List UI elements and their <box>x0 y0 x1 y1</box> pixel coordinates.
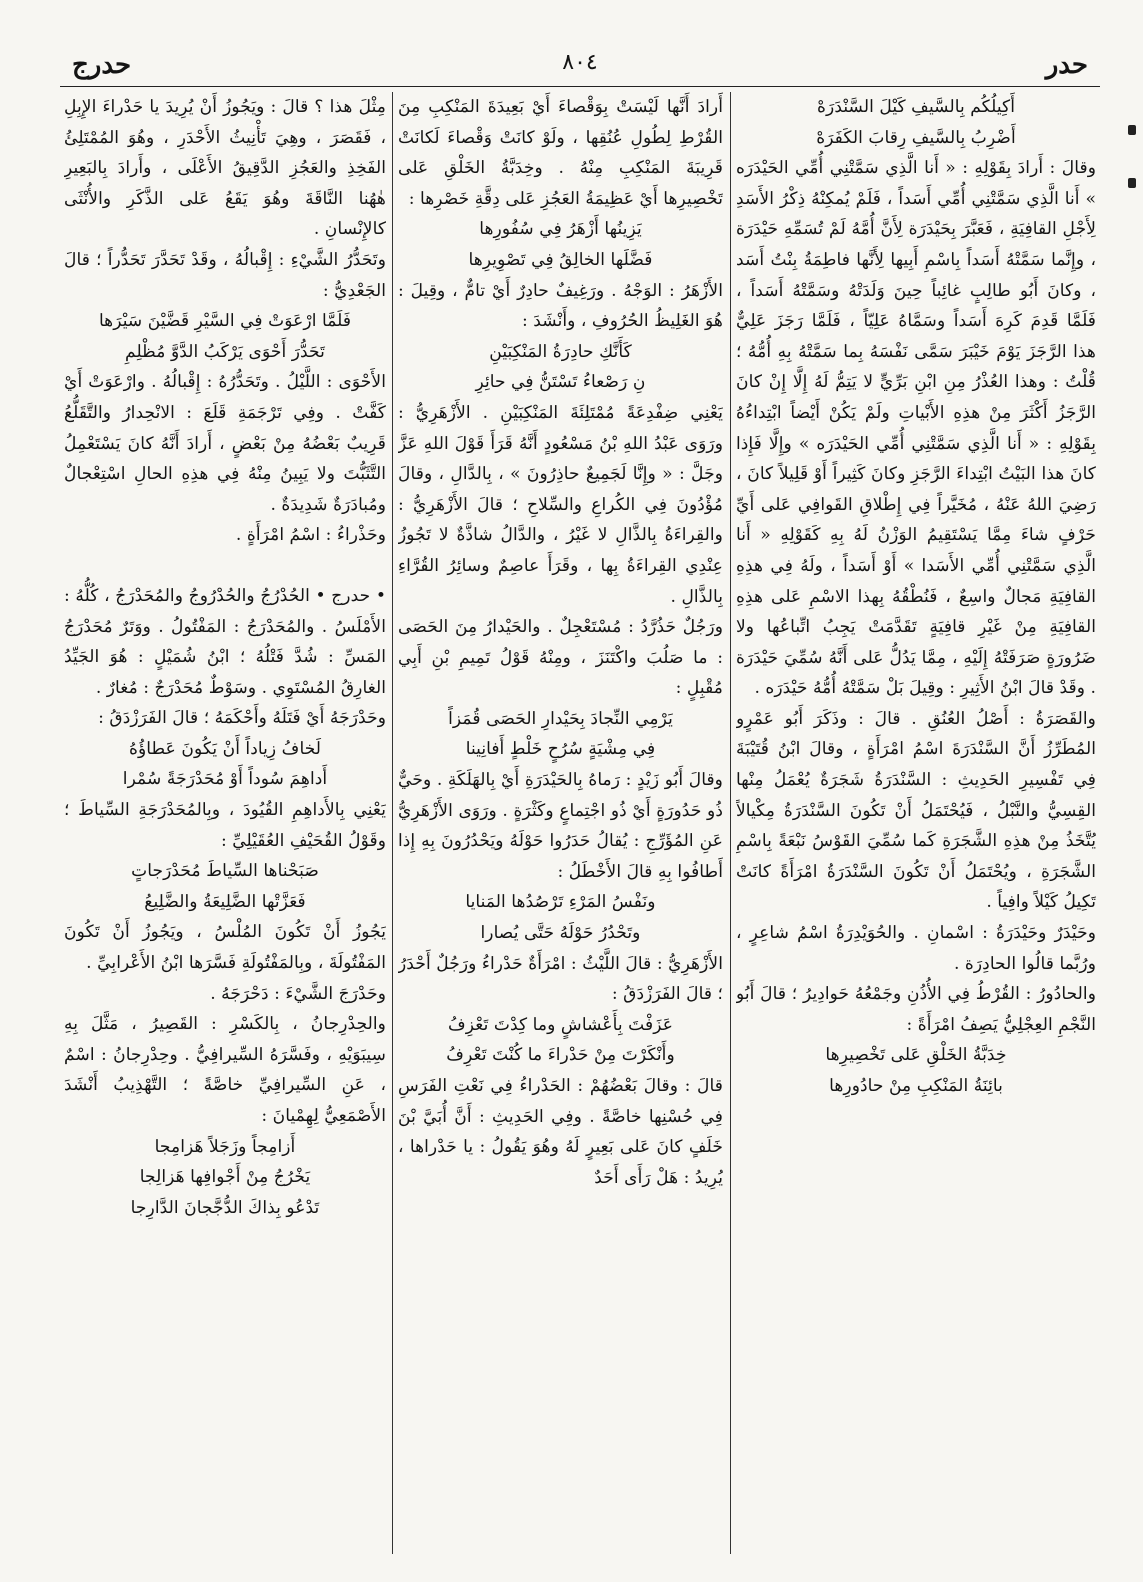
paragraph: وتَحَدُّرُ الشَّيْءِ : إِقْبالُهُ ، وقَدْ تَحَدَّرَ تَحَدُّراً ؛ قالَ الجَعْدِيُّ : <box>64 249 386 301</box>
header-rule <box>60 86 1100 87</box>
verse-line: فَضَّلَها الخالِقُ فِي تَصْوِيرِها <box>468 249 653 270</box>
paragraph: يَعْنِي بِالأَداهِمِ القُيُودَ ، وبِالمُحَدْرَجَةِ السِّياطَ ؛ وقَوْلُ القُحَيْفِ العُقَيْلِيِّ : <box>64 800 386 851</box>
paragraph: وحَيْدَرٌ وحَيْدَرَةُ : اسْمانِ . والحُوَيْدِرَةُ اسْمُ شاعِرٍ ، ورُبَّما قالُوا الحادِرَة . <box>736 923 1096 974</box>
paragraph: الأَحْوَى : اللَّيْلُ . وتَحَدُّرُهُ : إِقْبالُهُ . وارْعَوَتْ أَيْ كَفَّتْ . وفِي تَرْجَمَةِ قَلَعَ : الانْحِدارُ والتَّقَلُّعُ قَرِيبٌ بَعْضُهُ مِنْ بَعْضٍ ، أَرادَ أَنَّهُ كانَ يَسْتَعْمِلُ التَّثَبُّتَ ولا يَبِينُ مِنْهُ فِي هذِهِ الحالِ اسْتِعْجالٌ ومُبادَرَةٌ شَدِيدَةٌ . <box>64 372 386 515</box>
verse-line: لَخافُ زِياداً أَنْ يَكُونَ عَطاؤُهُ <box>128 738 322 759</box>
verse-line: خِدَبَّةُ الخَلْقِ عَلى تَخْصِيرِها <box>825 1045 1007 1066</box>
paragraph: أَرادَ أَنَّها لَيْسَتْ بِوَقْصاءَ أَيْ بَعِيدَةَ المَنْكِبِ مِنَ القُرْطِ لِطُولِ عُنُقِها ، ولَوْ كانَتْ وَقْصاءَ لَكانَتْ قَرِيبَةَ المَنْكِبِ مِنْهُ . وخِدَبَّةُ الخَلْقِ عَلى تَخْصِيرِها أَيْ عَظِيمَةُ العَجُزِ عَلى دِقَّةِ خَصْرِها : <box>398 97 723 209</box>
paragraph: والحِدْرِجانُ ، بِالكَسْرِ : القَصِيرُ ، مَثَّلَ بِهِ سِيبَوَيْهِ ، وفَسَّرَهُ السِّيرافِيُّ . وحِدْرِجانُ : اسْمٌ ، عَنِ السِّيرافِيِّ خاصَّةً ؛ التَّهْذِيبُ أَنْشَدَ الأَصْمَعِيُّ لِهِمْيانَ : <box>64 1014 386 1126</box>
verse-line: أَضْرِبُ بِالسَّيفِ رِقابَ الكَفَرَهْ <box>816 127 1016 148</box>
verse-line: أَداهِمَ سُوداً أَوْ مُحَدْرَجَةً سُمْرا <box>122 769 328 790</box>
column-right <box>736 92 1096 1552</box>
verse-line: كَأَنَّكِ حادِرَةُ المَنْكِبَيْنِ <box>489 341 632 362</box>
verse-line: تَدْعُو بِذاكَ الدُّجَّجانَ الدَّارِجا <box>130 1197 320 1218</box>
verse-line: فَلَمَّا ارْعَوَتْ فِي السَّيْرِ قَضَّيْنَ سَيْرَها <box>98 311 352 332</box>
verse-line: صَبَحْناها السِّياطَ مُحَدْرَجاتٍ <box>131 861 319 882</box>
verse-line: يَزِينُها أَزْهَرُ فِي سُفُورِها <box>479 219 642 240</box>
column-divider <box>730 92 731 1554</box>
verse-line: نِ رَصْعاءُ تَسْتَنُّ فِي حائِرِ <box>475 372 646 393</box>
entry-gap <box>64 551 386 581</box>
column-left <box>64 92 386 1552</box>
page-header <box>60 48 1100 88</box>
page-number: ٨٠٤ <box>562 50 598 75</box>
paragraph: وقالَ : أَرادَ بِقَوْلِهِ : « أَنا الَّذِي سَمَّتْنِي أُمِّي الحَيْدَرَه » أَنا الَّذِي سَمَّتْنِي أُمِّي أَسَداً ، فَلَمْ يُمكِنْهُ ذِكْرُ الأَسَدِ لِأَجْلِ القافِيَةِ ، فَعَبَّرَ بِحَيْدَرَة لِأَنَّ أُمَّهُ لَمْ تُسَمِّهِ حَيْدَرَة ، وإِنَّما سَمَّتْهُ أَسَداً بِاسْمِ أَبِيها لِأَنَّها فاطِمَةُ بِنْتُ أَسَد ، وكانَ أَبُو طالِبٍ غائِباً حِينَ وَلَدَتْهُ وسَمَّتْهُ أَسَداً ، فَلَمَّا قَدِمَ كَرِهَ أَسَداً وسَمَّاهُ عَلِيّاً ، فَلَمَّا رَجَزَ عَلِيٌّ هذا الرَّجَزَ يَوْمَ خَيْبَرَ سَمَّى نَفْسَهُ بِما سَمَّتْهُ بِهِ أُمُّهُ ؛ قُلْتُ : وهذا العُذْرُ مِنِ ابْنِ بَرِّيٍّ لا يَتِمُّ لَهُ إِلَّا إِنْ كانَ الرَّجَزُ أَكْثَرَ مِنْ هذِهِ الأَبْياتِ ولَمْ يَكُنْ أَيْضاً ابْتِداءُهُ بِقَوْلِهِ : « أَنا الَّذِي سَمَّتْنِي أُمِّي الحَيْدَرَه » وإِلَّا فَإِذا كانَ هذا البَيْتُ ابْتِداءَ الرَّجَزِ وكانَ كَثِيراً أَوْ قَلِيلاً كانَ ، رَضِيَ اللهُ عَنْهُ ، مُخَيَّراً فِي إِطْلاقِ القَوافِي عَلى أَيِّ حَرْفٍ شاءَ مِمَّا يَسْتَقِيمُ الوَزْنُ لَهُ بِهِ كَقَوْلِهِ « أَنا الَّذِي سَمَّتْنِي أُمِّي الأَسَدا » أَوْ أَسَداً ، ولَهُ فِي هذِهِ القافِيَةِ مَجالٌ واسِعٌ ، فَنُطْقُهُ بِهذا الاسْمِ عَلى هذِهِ القافِيَةِ مِنْ غَيْرِ قافِيَةٍ تَقَدَّمَتْ يَجِبُ اتِّباعُها ولا ضَرُورَةٍ صَرَفَتْهُ إِلَيْهِ ، مِمَّا يَدُلُّ عَلى أَنَّهُ سُمِّيَ حَيْدَرَة . وقَدْ قالَ ابْنُ الأَثِيرِ : وقِيلَ بَلْ سَمَّتْهُ أُمُّهُ حَيْدَرَه . <box>736 158 1096 699</box>
paragraph: والقَصَرَةُ : أَصْلُ العُنُقِ . قالَ : وذَكَرَ أَبُو عَمْرٍو المُطَرِّزُ أَنَّ السَّنْدَرَةَ اسْمُ امْرَأَةٍ ، وقالَ ابْنُ قُتَيْبَةَ فِي تَفْسِيرِ الحَدِيثِ : السَّنْدَرَةُ شَجَرَةٌ يُعْمَلُ مِنْها القِسِيُّ والنَّبْلُ ، فَيُحْتَمَلُ أَنْ تَكُونَ السَّنْدَرَةُ مِكْيالاً يُتَّخَذُ مِنْ هذِهِ الشَّجَرَةِ كَما سُمِّيَ القَوْسُ نَبْعَةً بِاسْمِ الشَّجَرَةِ ، ويُحْتَمَلُ أَنْ تَكُونَ السَّنْدَرَةُ امْرَأَةً كانَتْ تَكِيلُ كَيْلاً وافِياً . <box>736 708 1096 913</box>
running-head-right: حدر <box>1045 50 1088 80</box>
paragraph: والحادُورُ : القُرْطُ فِي الأُذُنِ وجَمْعُهُ حَوادِيرُ ؛ قالَ أَبُو النَّجْمِ العِجْلِيُّ يَصِفُ امْرَأَةً : <box>736 984 1096 1035</box>
paragraph: يَجُوزُ أَنْ تَكُونَ المُلْسُ ، ويَجُوزُ أَنْ تَكُونَ المَفْتُولَةَ ، وبِالمَفْتُولَةِ فَسَّرَها ابْنُ الأَعْرابِيِّ . <box>64 922 386 974</box>
scan-edge-mark <box>1128 178 1136 188</box>
paragraph: الأَزْهَرِيُّ : قالَ اللَّيْثُ : امْرَأَةٌ حَدْراءُ ورَجُلٌ أَحْدَرُ ؛ قالَ الفَرَزْدَقُ : <box>398 953 723 1005</box>
column-divider <box>392 92 393 1554</box>
verse-line: تَحَدُّرَ أَحْوَى يَرْكَبُ الدَّوَّ مُظْلِمِ <box>125 341 325 362</box>
verse-line: فَعَزَّتْها الضَّلِيعَةُ والضَّلِيعُ <box>144 891 306 912</box>
verse-line: يَخْرُجُ مِنْ أَجْوافِها هَزالِجا <box>139 1167 311 1188</box>
paragraph: يَعْنِي ضِفْدِعَةً مُمْتَلِئَةَ المَنْكِبَيْنِ . الأَزْهَرِيُّ : ورَوَى عَبْدُ اللهِ بْنُ مَسْعُودٍ أَنَّهُ قَرَأَ قَوْلَ اللهِ عَزَّ وجَلَّ : « وإِنَّا لَجَمِيعٌ حاذِرُونَ » ، بِالدَّالِ ، وقالَ مُؤْدُونَ فِي الكُراعِ والسِّلاحِ ؛ قالَ الأَزْهَرِيُّ : والقِراءَةُ بِالذَّالِ لا غَيْرُ ، والدَّالُ شاذَّةٌ لا تَجُوزُ عِنْدِي القِراءَةُ بِها ، وقَرَأَ عاصِمٌ وسائِرُ القُرَّاءِ بِالذَّالِ . <box>398 402 723 607</box>
paragraph: ورَجُلٌ حَذُرَّدُ : مُسْتَعْجِلٌ . والحَيْدارُ مِنَ الحَصَى : ما صَلُبَ واكْتَنَزَ ، ومِنْهُ قَوْلُ تَمِيمِ بْنِ أَبِي مُقْبِلٍ : <box>398 617 723 699</box>
verse-line: أَكِيلُكُم بِالسَّيفِ كَيْلَ السَّنْدَرَهْ <box>817 97 1015 117</box>
verse-line: وأَنْكَرْتَ مِنْ حَدْراءَ ما كُنْتَ تَعْرِفُ <box>446 1045 675 1066</box>
paragraph: الأَزْهَرُ : الوَجْهُ . ورَغِيفٌ حادِرٌ أَيْ تامٌّ ، وقِيلَ : هُوَ الغَلِيظُ الحُرُوفِ ، وأَنْشَدَ : <box>398 280 723 332</box>
verse-line: عَزَفْتَ بِأَعْشاشٍ وما كِدْتَ تَعْزِفُ <box>447 1014 673 1035</box>
entry-headword-paragraph: • حدرج • الحُدْرُجُ والحُدْرُوجُ والمُحَدْرَجُ ، كُلُّهُ : الأَمْلَسُ . والمُحَدْرَجُ : المَفْتُولُ . ووَتَرٌ مُحَدْرَجُ المَسِّ : شُدَّ فَتْلُهُ ؛ ابْنُ شُمَيْلٍ : هُوَ الجَيِّدُ الغارِقُ المُسْتَوِي . وسَوْطٌ مُحَدْرَجٌ : مُغارٌ . <box>64 585 386 698</box>
paragraph: وحَذْراءُ : اسْمُ امْرَأَةٍ . <box>235 525 386 546</box>
verse-line: أَزامِجاً وزَجَلاً هَزامِجا <box>154 1136 296 1157</box>
verse-line: فِي مِشْيَةٍ سُرُحٍ خَلْطٍ أَفانِينا <box>465 739 656 760</box>
column-middle <box>398 92 723 1552</box>
paragraph: وحَدْرَجَ الشَّيْءَ : دَحْرَجَهُ . <box>210 983 386 1004</box>
paragraph: مِثْلَ هذا ؟ قالَ : ويَجُوزُ أَنْ يُرِيدَ يا حَدْراءَ الإِبِلِ ، فَقَصَرَ ، وهِيَ تَأْنِيثُ الأَحْدَرِ ، وهُوَ المُمْتَلِئُ الفَخِذِ والعَجُزِ الدَّقِيقُ الأَعْلَى ، وأَرادَ بِالبَعِيرِ هٰهُنا النَّاقَةَ وهُوَ يَقَعُ عَلى الذَّكَرِ والأُنْثَى كالإِنْسانِ . <box>64 97 386 240</box>
paragraph: وقالَ أَبُو زَيْدٍ : رَماهُ بِالحَيْدَرَةِ أَيْ بِالهَلَكَةِ . وحَيٌّ ذُو حَدُورَةٍ أَيْ ذُو اجْتِماعٍ وكَثْرَةٍ . ورَوَى الأَزْهَرِيُّ عَنِ المُؤَرِّجِ : يُقالُ حَدَرُوا حَوْلَهُ ويَحْدُرُونَ بِهِ إِذا أَطافُوا بِهِ قالَ الأَخْطَلُ : <box>398 770 723 882</box>
running-head-left: حدرج <box>72 50 132 80</box>
verse-line: ونَفْسُ المَرْءِ تَرْصُدُها المَنايا <box>465 892 656 913</box>
paragraph: قالَ : وقالَ بَعْضُهُمْ : الحَدْراءُ فِي نَعْتِ الفَرَسِ فِي حُسْنِها خاصَّةً . وفِي الحَدِيثِ : أَنَّ أُبَيَّ بْنَ خَلَفٍ كانَ عَلى بَعِيرٍ لَهُ وهُوَ يَقُولُ : يا حَدْراها ، يُرِيدُ : هَلْ رَأَى أَحَدٌ <box>398 1076 723 1188</box>
scan-edge-mark <box>1128 125 1136 135</box>
verse-line: بائِنَةُ المَنْكِبِ مِنْ حادُورِها <box>829 1076 1003 1096</box>
verse-line: وتَحْدُرُ حَوْلَهُ حَتَّى يُصارا <box>480 923 641 944</box>
verse-line: يَرْمِي النِّجادَ بِحَيْدارِ الحَصَى قُمَزاً <box>448 708 673 729</box>
paragraph: وحَدْرَجَهُ أَيْ فَتَلَهُ وأَحْكَمَهُ ؛ قالَ الفَرَزْدَقُ : <box>98 708 386 729</box>
